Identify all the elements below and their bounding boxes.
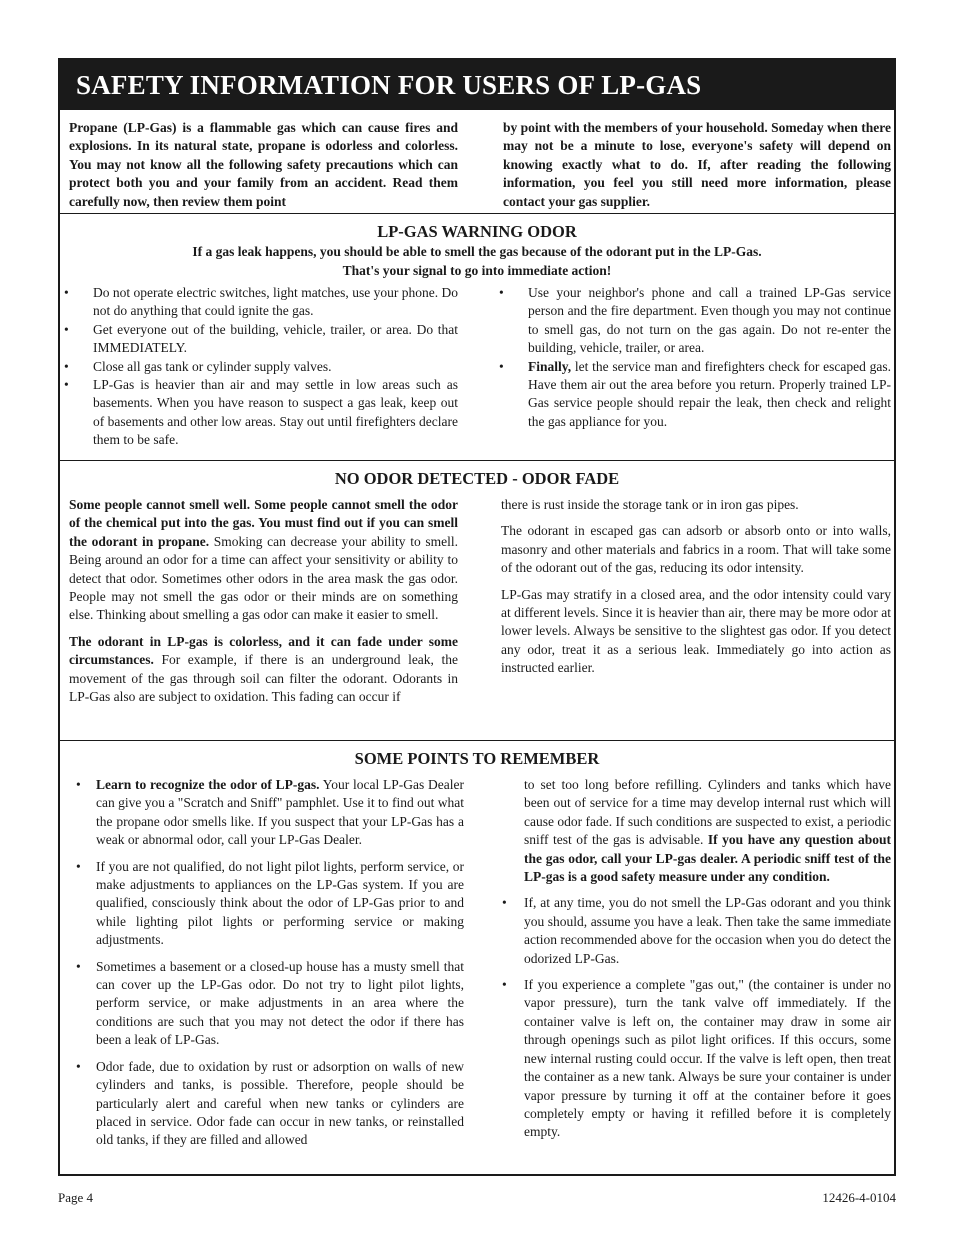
odor-fade-paragraph: Some people cannot smell well. Some people cannot smell the odor of the chemical put into the gas. You must find out if you can smell the odorant in propane. Smoking can decrease your ability to smell. Being around an odor for a time can affect your sensitivity or ability to detect that odor. Sometimes other odors in the area mask the gas odor. People may not smell the gas odor or their minds are on something else. Thinking about smelling a gas odor can make it easier to smell. <box>69 497 458 623</box>
bullet-icon: • <box>64 321 69 337</box>
page-number: Page 4 <box>58 1190 94 1205</box>
list-item: • Get everyone out of the building, vehicle, trailer, or area. Do that IMMEDIATELY. <box>64 321 458 356</box>
list-item: • If, at any time, you do not smell the LP-Gas odorant and you think you should, assume you have a leak. Then take the same immediate action recommended above for the occasion when you do detect the odorized LP-Gas. <box>502 895 891 966</box>
points-heading: SOME POINTS TO REMEMBER <box>354 749 600 768</box>
bullet-icon: • <box>499 285 504 300</box>
list-item: • Close all gas tank or cylinder supply valves. <box>93 358 458 376</box>
intro-section <box>60 110 894 210</box>
list-item: • Do not operate electric switches, light matches, use your phone. Do not do anything that could ignite the gas. <box>64 285 458 319</box>
odor-fade-paragraph: LP-Gas may stratify in a closed area, and the odor intensity could vary at different levels. Since it is heavier than air, there may be more odor at lower levels. Always be sensitive to the slightest gas odor. If you detect any odor, treat it as a serious leak. Immediately go into action as instructed earlier. <box>501 586 891 676</box>
bullet-icon: • <box>64 377 69 393</box>
bullet-icon: • <box>64 358 69 374</box>
bullet-icon: • <box>502 895 507 911</box>
page-title: SAFETY INFORMATION FOR USERS OF LP-GAS <box>60 60 894 110</box>
odor-fade-heading: NO ODOR DETECTED - ODOR FADE <box>334 469 620 488</box>
list-item: • Learn to recognize the odor of LP-gas. Your local LP-Gas Dealer can give you a "Scratch and Sniff" pamphlet. Use it to find out what the propane odor smells like. If you suspect that your LP-Gas has a weak or abnormal odor, call your LP-Gas Dealer. <box>76 777 464 848</box>
intro-right-text: by point with the members of your household. Someday when there may not be a minute to lose, everyone's safety will depend on knowing exactly what to do. If, after reading the following information, you feel you still need more information, please contact your gas supplier. <box>503 120 891 209</box>
odor-fade-paragraph: The odorant in escaped gas can adsorb or absorb onto or into walls, masonry and other materials and fabrics in a room. That will take some of the odorant out of the gas, reducing its odor intensity. <box>501 523 891 576</box>
list-item: to set too long before refilling. Cylinders and tanks which have been out of service for a time may develop internal rust which will cause odor fade. If such conditions are suspected to exist, a periodic sniff test of the gas is advisable. If you have any question about the gas odor, call your LP-gas dealer. A periodic sniff test of the LP-gas is a good safety measure under any condition. <box>524 777 892 885</box>
points-left-list <box>76 776 464 1150</box>
list-item: • If you are not qualified, do not light pilot lights, perform service, or make adjustments to appliances on the LP-Gas system. If you are qualified, consciously think about the odor of LP-Gas prior to and while lighting pilot lights or performing service or making adjustments. <box>76 858 464 948</box>
bullet-icon: • <box>76 1058 81 1074</box>
points-right-list <box>502 776 892 1142</box>
warning-subheading-2: That's your signal to go into immediate action! <box>342 263 612 278</box>
list-item: • If you experience a complete "gas out," (the container is under no vapor pressure), turn the tank valve off immediately. If the container valve is left on, the container may draw in some air through openings such as pilot light orifices. If this occurs, some new internal rusting could occur. If the valve is left open, then treat the container as a new tank. Always be sure your container is under vapor pressure by turning it off at the container before it goes completely empty or having it refilled before it is completely empty. <box>502 977 891 1140</box>
bullet-icon: • <box>76 858 81 874</box>
warning-left-list <box>64 284 458 450</box>
bullet-icon: • <box>499 358 504 374</box>
bullet-icon: • <box>502 977 507 993</box>
warning-section <box>60 213 894 460</box>
list-item: • LP-Gas is heavier than air and may settle in low areas such as basements. When you have reason to suspect a gas leak, keep out of basements and other low areas. Stay out until firefighters declare them to be safe. <box>64 377 458 448</box>
odor-fade-section <box>60 460 894 740</box>
odor-fade-paragraph: The odorant in LP-gas is colorless, and it can fade under some circumstances. For example, if there is an underground leak, the movement of the gas through soil can filter the odorant. Odorants in LP-Gas also are subject to oxidation. This fading can occur if <box>69 633 458 705</box>
list-item: • Odor fade, due to oxidation by rust or adsorption on walls of new cylinders and tanks, is possible. Therefore, people should be particularly alert and careful when new tanks or cylinders are placed in service. Odor fade can occur in new tanks, or reinstalled old tanks, if they are filled and allowed <box>76 1058 464 1148</box>
bullet-icon: • <box>76 958 81 974</box>
bullet-icon: • <box>64 285 69 300</box>
odor-fade-left-column <box>69 496 458 706</box>
document-code: 12426-4-0104 <box>822 1190 896 1205</box>
list-item: • Sometimes a basement or a closed-up house has a musty smell that can cover up the LP-Gas odor. Do not try to light pilot lights, perform service, or make adjustments in an area where the conditions are such that you may not detect the odor if there has been a leak of LP-Gas. <box>76 958 464 1048</box>
odor-fade-paragraph: there is rust inside the storage tank or in iron gas pipes. <box>501 497 799 512</box>
intro-left-text: Propane (LP-Gas) is a flammable gas which can cause fires and explosions. In its natural state, propane is odorless and colorless. You may not know all the following safety precautions which can protect both you and your family from an accident. Read them carefully now, then review them point <box>69 120 458 209</box>
odor-fade-right-column <box>501 496 891 678</box>
warning-heading: LP-GAS WARNING ODOR <box>377 222 577 241</box>
list-item: • Use your neighbor's phone and call a trained LP-Gas service person and the fire department. Even though you may not continue to smell gas, do not turn on the gas again. Do not re-enter the building, vehicle, trailer, or area. <box>499 285 891 356</box>
warning-subheading-1: If a gas leak happens, you should be able to smell the gas because of the odorant put in the LP-Gas. <box>192 244 762 259</box>
list-item: • Finally, let the service man and firefighters check for escaped gas. Have them air out the area before you return. Properly trained LP-Gas service people should repair the leak, then check and relight the gas appliance for you. <box>499 358 891 429</box>
warning-right-list <box>499 284 891 431</box>
content-frame <box>58 58 896 1176</box>
bullet-icon: • <box>76 777 81 792</box>
points-section <box>60 740 894 1176</box>
